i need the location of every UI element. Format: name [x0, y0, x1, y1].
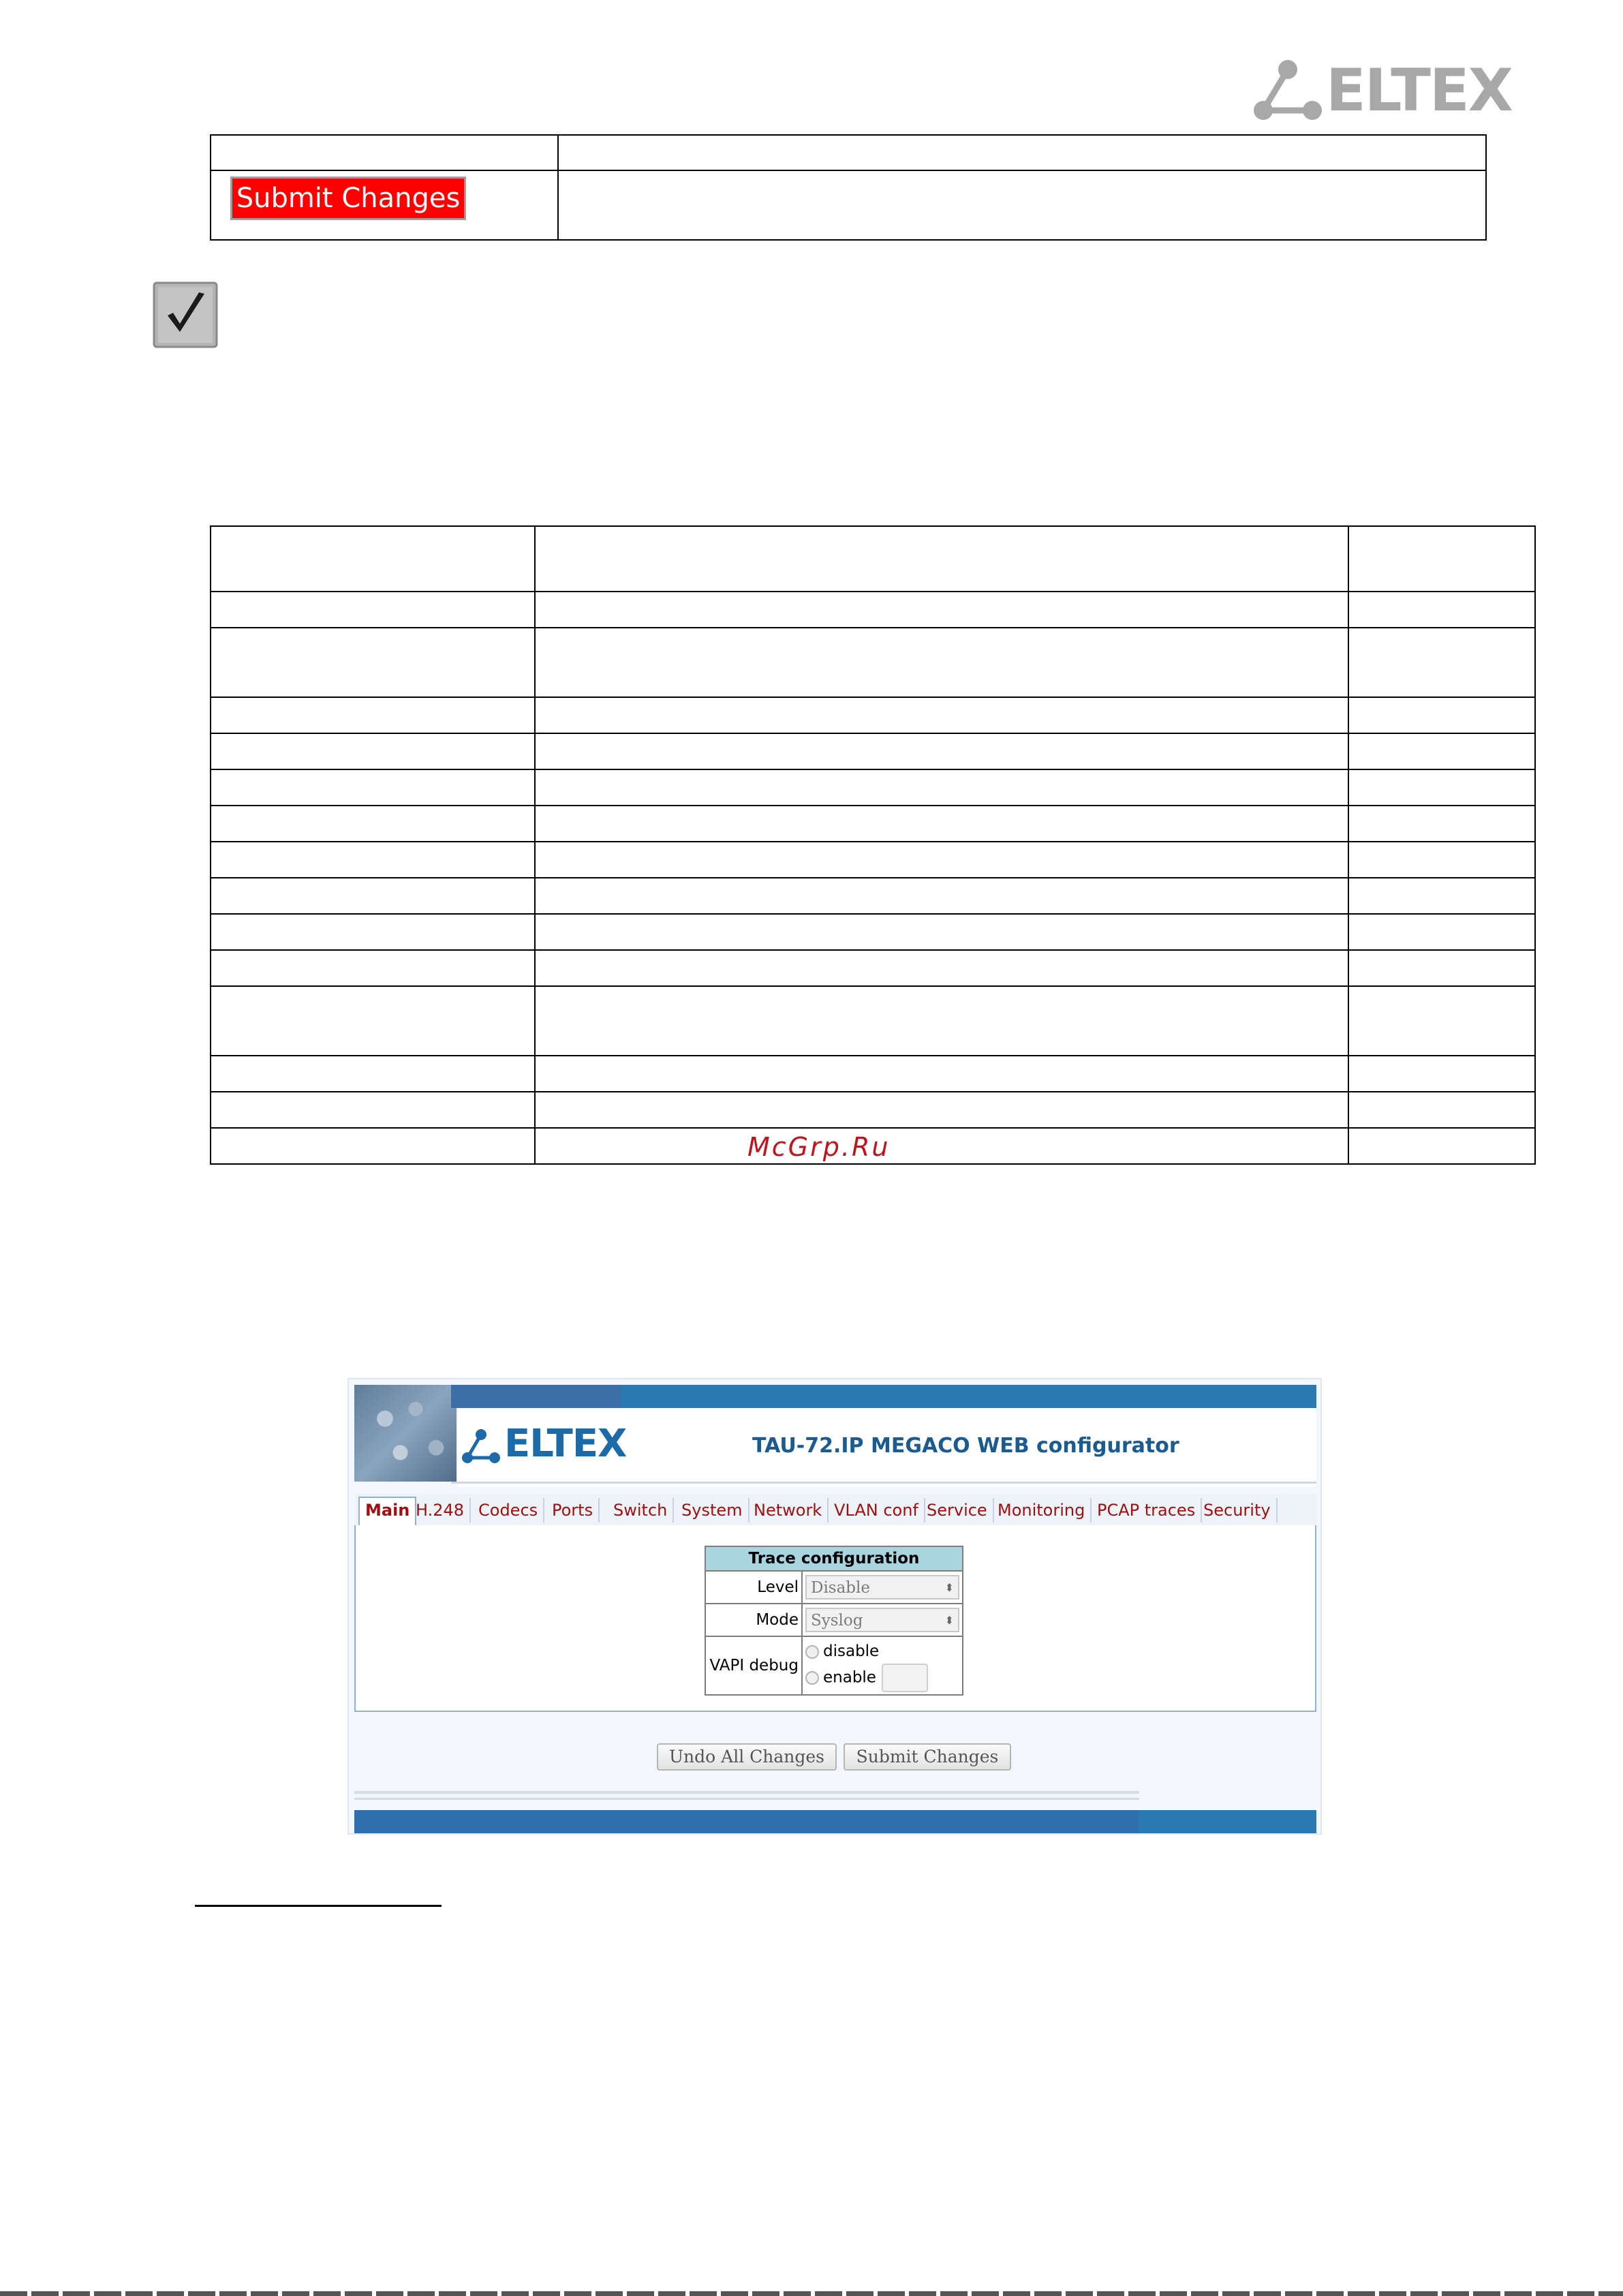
- footnote-divider: [195, 1905, 442, 1907]
- tab-system[interactable]: System: [676, 1498, 749, 1522]
- level-label: Level: [705, 1571, 802, 1604]
- table-row: [211, 628, 1535, 697]
- table-cell: [1348, 526, 1535, 592]
- vapi-enable-radio[interactable]: [805, 1671, 819, 1685]
- footer-bar-accent: [354, 1810, 1138, 1833]
- page-bottom-border: [0, 2291, 1623, 2296]
- tab-main[interactable]: Main: [358, 1497, 416, 1527]
- tab-network[interactable]: Network: [748, 1498, 829, 1522]
- select-arrows-icon: ⬍: [944, 1581, 954, 1594]
- vapi-enable-label: enable: [823, 1668, 876, 1687]
- table-row: [211, 914, 1535, 950]
- mode-select-value: Syslog: [811, 1612, 863, 1629]
- table-row: [211, 592, 1535, 628]
- eltex-logo-text: ELTEX: [1326, 57, 1513, 125]
- tab-pcap-traces[interactable]: PCAP traces: [1092, 1498, 1202, 1522]
- footer-divider: [354, 1798, 1139, 1800]
- tab-service[interactable]: Service: [921, 1498, 994, 1522]
- web-configurator-screenshot: [347, 1378, 1322, 1835]
- mode-select[interactable]: [805, 1608, 959, 1632]
- table-cell: [211, 526, 535, 592]
- tab-security[interactable]: Security: [1198, 1498, 1278, 1522]
- tab-monitoring[interactable]: Monitoring: [992, 1498, 1092, 1522]
- eltex-logo-icon: [1252, 59, 1326, 123]
- table-row: [211, 878, 1535, 914]
- table-cell: [535, 526, 1348, 592]
- vapi-debug-label: VAPI debug: [705, 1636, 802, 1695]
- mode-cell: [802, 1604, 963, 1636]
- eltex-logo: [1252, 57, 1513, 125]
- level-select-value: Disable: [811, 1579, 871, 1597]
- table-row: [211, 950, 1535, 986]
- tab-h248[interactable]: H.248: [410, 1498, 471, 1522]
- level-cell: [802, 1571, 963, 1604]
- trace-configuration-table: [705, 1546, 963, 1696]
- table-cell: [211, 135, 558, 170]
- submit-changes-button[interactable]: Submit Changes: [844, 1743, 1011, 1771]
- vapi-enable-option: [805, 1664, 959, 1692]
- table-row: [211, 1092, 1535, 1128]
- eltex-logo-icon: [462, 1428, 500, 1464]
- mode-label: Mode: [705, 1604, 802, 1636]
- vapi-debug-cell: [802, 1636, 963, 1695]
- tab-switch[interactable]: Switch: [608, 1498, 674, 1522]
- tab-ports[interactable]: Ports: [546, 1498, 600, 1522]
- checkmark-note-icon: [153, 281, 218, 348]
- watermark-text: McGrp.Ru: [747, 1132, 891, 1162]
- vapi-disable-label: disable: [823, 1642, 880, 1660]
- header-photo: [354, 1385, 457, 1482]
- table-row: [211, 986, 1535, 1056]
- table-cell: [558, 170, 1486, 240]
- configurator-title: TAU-72.IP MEGACO WEB configurator: [752, 1434, 1179, 1458]
- table-row: [211, 733, 1535, 769]
- table-row: [211, 1056, 1535, 1092]
- header-bar-accent: [451, 1385, 621, 1408]
- table-row: [211, 769, 1535, 806]
- trace-configuration-header: Trace configuration: [705, 1546, 963, 1571]
- ui-logo-text: ELTEX: [504, 1422, 627, 1466]
- header-divider: [451, 1482, 1316, 1484]
- footer-divider: [354, 1791, 1139, 1794]
- table-row: [211, 697, 1535, 733]
- select-arrows-icon: ⬍: [944, 1614, 954, 1627]
- undo-all-changes-button[interactable]: Undo All Changes: [657, 1743, 837, 1771]
- parameter-table: [210, 525, 1536, 1165]
- vapi-disable-radio[interactable]: [805, 1645, 819, 1659]
- tab-vlan-conf[interactable]: VLAN conf: [829, 1498, 925, 1522]
- level-select[interactable]: [805, 1575, 959, 1599]
- table-row: [211, 842, 1535, 878]
- tab-bar: [356, 1494, 1316, 1527]
- table-cell: [558, 135, 1486, 170]
- submit-changes-button[interactable]: Submit Changes: [230, 177, 466, 220]
- vapi-disable-option: [805, 1639, 959, 1664]
- table-row: [211, 806, 1535, 842]
- vapi-enable-input[interactable]: [882, 1664, 928, 1692]
- tab-codecs[interactable]: Codecs: [473, 1498, 544, 1522]
